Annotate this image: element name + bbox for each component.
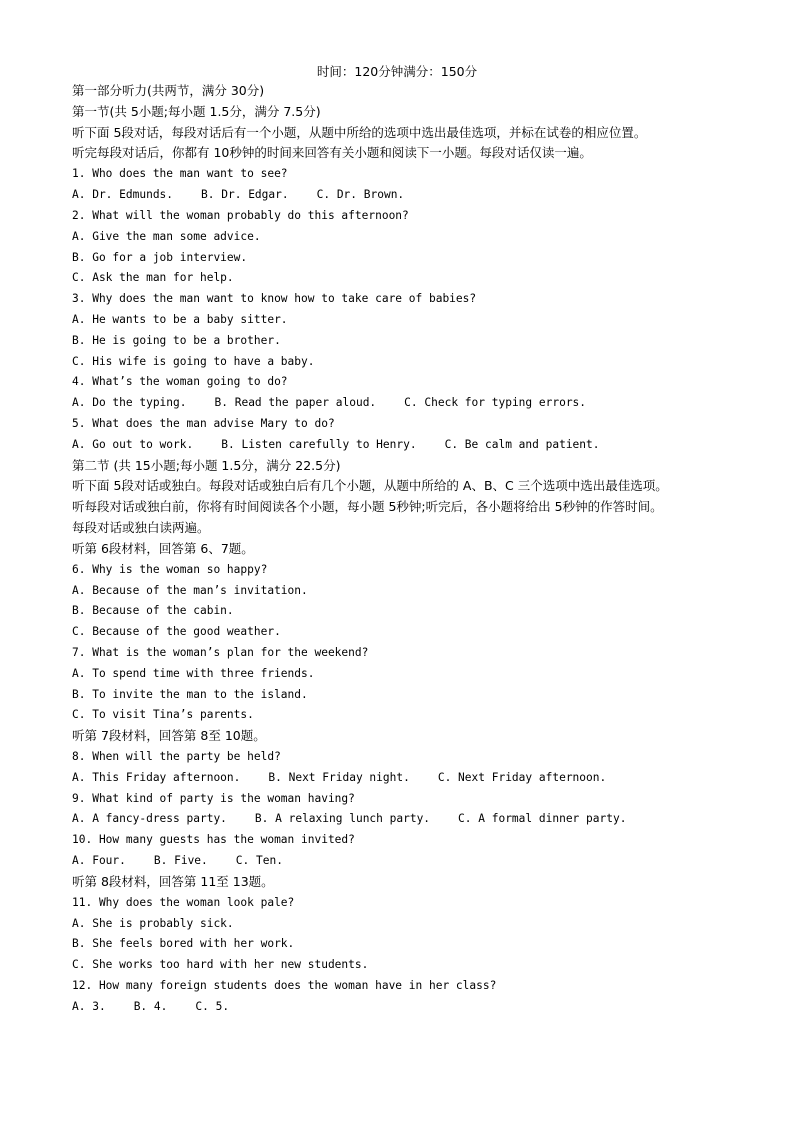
answer-options-row	[72, 768, 762, 789]
question-line: B. She feels bored with her work.	[72, 937, 295, 951]
answer-option: A. This Friday afternoon.	[72, 770, 241, 784]
question-line: 11. Why does the woman look pale?	[72, 895, 295, 909]
question-line: C. Because of the good weather.	[72, 625, 281, 639]
answer-option: A. Go out to work.	[72, 437, 194, 451]
question-line: B. He is going to be a brother.	[72, 333, 281, 347]
question-line: A. To spend time with three friends.	[72, 666, 315, 680]
answer-option: B. A relaxing lunch party.	[254, 812, 431, 826]
instruction-line: 听完每段对话后，你都有 10秒钟的时间来回答有关小题和阅读下一小题。每段对话仅读一遍。	[72, 145, 592, 161]
question-line: 5. What does the man advise Mary to do?	[72, 417, 335, 430]
question-line: B. Because of the cabin.	[72, 604, 234, 618]
question-line: C. Ask the man for help.	[72, 271, 234, 285]
answer-options-row	[72, 393, 762, 414]
question-line: 2. What will the woman probably do this afternoon?	[72, 208, 409, 222]
answer-option: C. Ten.	[235, 854, 283, 868]
answer-option: B. Listen carefully to Henry.	[221, 437, 417, 451]
instruction-line: 第一节(共 5小题;每小题 1.5分，满分 7.5分)	[72, 103, 321, 119]
question-line: C. His wife is going to have a baby.	[72, 354, 315, 368]
instruction-line: 听下面 5段对话或独白。每段对话或独白后有几个小题，从题中所给的 A、B、C 三个选项中选出最佳选项。	[72, 478, 668, 494]
question-line: A. Give the man some advice.	[72, 229, 261, 243]
answer-option: A. Dr. Edmunds.	[72, 188, 174, 202]
question-line: 8. When will the party be held?	[72, 750, 281, 763]
answer-option: C. Check for typing errors.	[404, 396, 587, 410]
answer-option: B. 4.	[133, 999, 168, 1013]
answer-option: A. A fancy-dress party.	[72, 812, 227, 826]
question-line: 12. How many foreign students does the woman have in her class?	[72, 978, 497, 992]
instruction-line: 听第 8段材料，回答第 11至 13题。	[72, 873, 274, 889]
answer-options-row	[72, 185, 762, 206]
answer-option: B. Read the paper aloud.	[214, 396, 377, 410]
instruction-line: 听每段对话或独白前，你将有时间阅读各个小题，每小题 5秒钟;听完后，各小题将给出 5秒钟的作答时间。	[72, 499, 663, 515]
instruction-line: 每段对话或独白读两遍。	[72, 520, 210, 536]
answer-option: B. Dr. Edgar.	[201, 188, 289, 202]
instruction-line: 听第 6段材料，回答第 6、7题。	[72, 540, 254, 556]
question-line: 10. How many guests has the woman invited?	[72, 833, 355, 847]
question-line: 6. Why is the woman so happy?	[72, 562, 268, 576]
question-line: A. She is probably sick.	[72, 916, 234, 930]
question-line: 1. Who does the man want to see?	[72, 167, 288, 181]
question-line: B. Go for a job interview.	[72, 250, 248, 264]
question-line: 7. What is the woman’s plan for the weekend?	[72, 645, 369, 659]
question-line: C. To visit Tina’s parents.	[72, 708, 254, 722]
answer-option: A. Four.	[72, 854, 126, 868]
answer-option: C. Next Friday afternoon.	[437, 770, 607, 784]
answer-option: A. 3.	[72, 999, 106, 1013]
question-line: 4. What’s the woman going to do?	[72, 375, 288, 389]
instruction-line: 听第 7段材料，回答第 8至 10题。	[72, 728, 266, 744]
answer-option: C. Be calm and patient.	[444, 437, 600, 451]
instruction-line: 第一部分听力(共两节，满分 30分)	[72, 83, 265, 98]
answer-options-row	[72, 851, 762, 872]
answer-options-row	[72, 435, 762, 456]
exam-header: 时间：120分钟满分：150分	[316, 64, 478, 79]
answer-option: B. Five.	[153, 854, 208, 868]
exam-content	[72, 81, 762, 1018]
question-line: A. He wants to be a baby sitter.	[72, 312, 288, 326]
answer-option: A. Do the typing.	[72, 396, 187, 410]
question-line: C. She works too hard with her new students.	[72, 958, 369, 972]
question-line: B. To invite the man to the island.	[72, 687, 308, 701]
answer-options-row	[72, 997, 762, 1018]
question-line: 3. Why does the man want to know how to take care of babies?	[72, 292, 477, 306]
question-line: 9. What kind of party is the woman having?	[72, 791, 355, 805]
answer-option: C. 5.	[195, 999, 230, 1013]
question-line: A. Because of the man’s invitation.	[72, 583, 308, 597]
instruction-line: 第二节 (共 15小题;每小题 1.5分，满分 22.5分)	[72, 457, 341, 473]
answer-option: C. Dr. Brown.	[316, 188, 405, 202]
answer-option: B. Next Friday night.	[268, 770, 410, 784]
instruction-line: 听下面 5段对话，每段对话后有一个小题，从题中所给的选项中选出最佳选项，并标在试卷的相应位置。	[72, 124, 647, 140]
answer-options-row	[72, 809, 762, 830]
answer-option: C. A formal dinner party.	[458, 812, 627, 826]
